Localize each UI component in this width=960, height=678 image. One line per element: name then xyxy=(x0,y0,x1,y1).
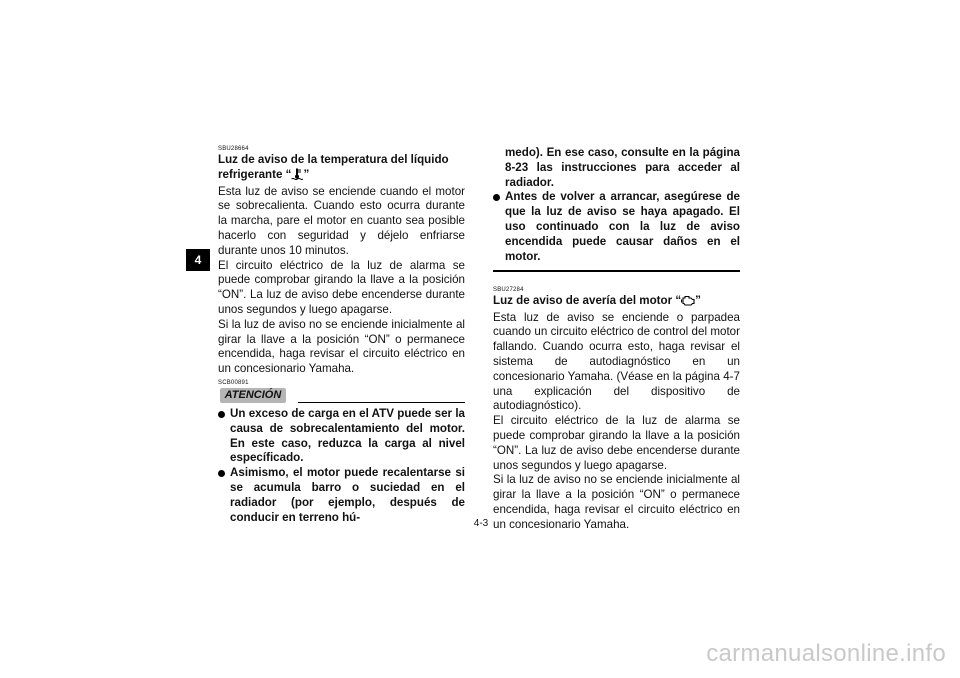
left-column xyxy=(218,145,465,525)
section-heading xyxy=(493,294,740,311)
chapter-tab: 4 xyxy=(186,249,210,271)
paragraph: Si la luz de aviso no se enciende inicialmente al girar la llave a la posición “ON” o permanece encendida, haga revisar el circuito eléctrico en un concesionario Yamaha. xyxy=(218,317,465,376)
coolant-temperature-icon xyxy=(291,168,303,185)
right-column xyxy=(493,146,740,533)
caution-continued: medo). En ese caso, consulte en la página 8-23 las instrucciones para acceder al radiador. xyxy=(505,146,740,189)
paragraph: Esta luz de aviso se enciende o parpadea cuando un circuito eléctrico de control del motor fallando. Cuando ocurra esto, haga revisar el sistema de autodiagnóstico en un concesionario Yamaha. (Véase en la página 4-7 una explicación del dispositivo de autodiagnóstico). xyxy=(493,310,740,413)
caution-list xyxy=(493,190,740,264)
bullet-dot xyxy=(218,470,225,477)
section-heading xyxy=(218,153,465,185)
caution-list xyxy=(218,407,465,525)
caution-text: Antes de volver a arrancar, asegúrese de que la luz de aviso se haya apagado. El uso continuado con la luz de aviso encendida puede causar daños en el motor. xyxy=(505,190,740,263)
caution-end-rule xyxy=(493,270,740,272)
bullet-dot xyxy=(493,194,500,201)
caution-item xyxy=(218,466,465,525)
caution-text: Asimismo, el motor puede recalentarse si se acumula barro o suciedad en el radiador (por ejemplo, después de conducir en terreno hú- xyxy=(230,466,465,524)
paragraph: El circuito eléctrico de la luz de alarma se puede comprobar girando la llave a la posición “ON”. La luz de aviso debe encenderse durante unos segundos y luego apagarse. xyxy=(493,414,740,472)
heading-text: Luz de aviso de avería del motor “ xyxy=(493,293,682,307)
paragraph: Si la luz de aviso no se enciende inicialmente al girar la llave a la posición “ON” o permanece encendida, haga revisar el circuito eléctrico en un concesionario Yamaha. xyxy=(493,473,740,531)
heading-text: Luz de aviso de la temperatura del líquido xyxy=(218,153,449,166)
caution-text: Un exceso de carga en el ATV puede ser la causa de sobrecalentamiento del motor. En este caso, reduzca la carga al nivel específicado. xyxy=(230,406,465,465)
engine-check-icon xyxy=(681,295,695,311)
paragraph: El circuito eléctrico de la luz de alarma se puede comprobar girando la llave a la posición “ON”. La luz de aviso debe encenderse durante unos segundos y luego apagarse. xyxy=(218,258,465,316)
heading-text: ” xyxy=(695,293,701,307)
caution-header xyxy=(218,388,465,405)
section-code: SBU27284 xyxy=(493,286,524,293)
heading-text: ” xyxy=(303,167,310,181)
caution-rule xyxy=(298,402,465,404)
caution-item xyxy=(218,407,465,466)
paragraph: Esta luz de aviso se enciende cuando el motor se sobrecalienta. Cuando esto ocurra durante la marcha, pare el motor en cuanto sea posible hacerlo con seguridad y déjelo enfriarse durante unos 10 minutos. xyxy=(218,184,465,257)
caution-item xyxy=(493,190,740,264)
notice-code: SCB00891 xyxy=(218,379,249,386)
caution-badge: ATENCIÓN xyxy=(220,388,286,403)
bullet-dot xyxy=(218,411,225,418)
heading-text: refrigerante “ xyxy=(218,167,292,181)
page-number: 4-3 xyxy=(473,518,489,529)
watermark: carmanualsonline.info xyxy=(706,640,946,667)
section-code: SBU28664 xyxy=(218,146,249,152)
